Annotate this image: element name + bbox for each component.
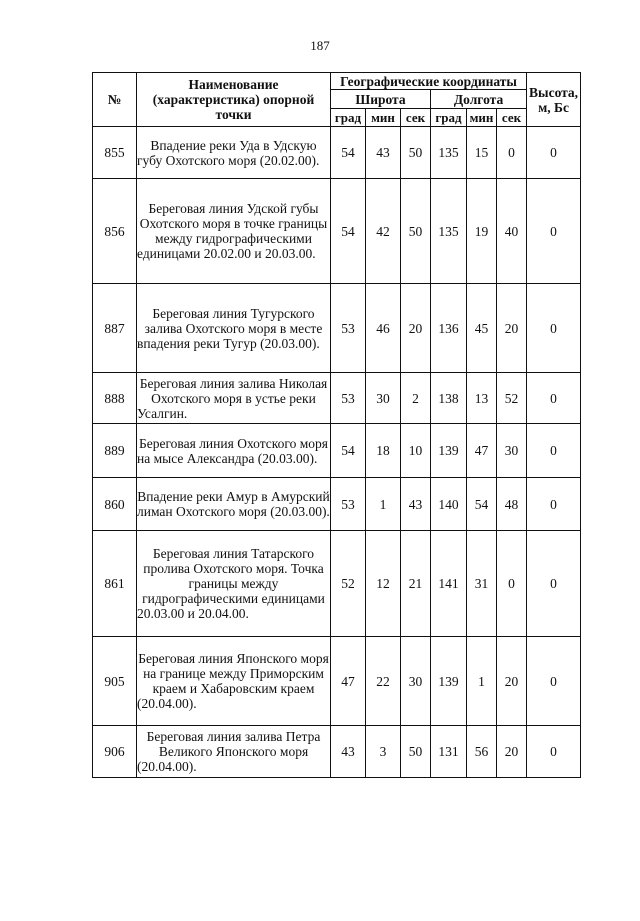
lat-min: 22 [366, 637, 401, 726]
header-lon-min: мин [467, 109, 497, 127]
header-geo-coordinates: Географические координаты [331, 73, 527, 90]
lon-min: 45 [467, 284, 497, 373]
height-value: 0 [527, 424, 581, 478]
lon-min: 19 [467, 179, 497, 284]
lon-min: 13 [467, 373, 497, 424]
height-value: 0 [527, 726, 581, 778]
lon-deg: 139 [431, 637, 467, 726]
lon-min: 47 [467, 424, 497, 478]
lat-min: 42 [366, 179, 401, 284]
table-row [93, 179, 581, 284]
lat-min: 1 [366, 478, 401, 531]
lat-deg: 54 [331, 127, 366, 179]
point-description: Впадение реки Амур в Амурский лиман Охотского моря (20.03.00). [137, 478, 331, 531]
lat-sec: 10 [401, 424, 431, 478]
lat-deg: 53 [331, 373, 366, 424]
lon-sec: 20 [497, 637, 527, 726]
lat-deg: 54 [331, 424, 366, 478]
page-number: 187 [310, 38, 330, 53]
coordinates-table [92, 72, 581, 778]
lat-deg: 53 [331, 284, 366, 373]
height-value: 0 [527, 127, 581, 179]
lon-deg: 138 [431, 373, 467, 424]
lon-min: 31 [467, 531, 497, 637]
point-number: 860 [93, 478, 137, 531]
header-number: № [93, 73, 137, 127]
lat-sec: 50 [401, 726, 431, 778]
table-row [93, 373, 581, 424]
point-description: Береговая линия Удской губы Охотского моря в точке границы между гидрографическими единицами 20.02.00 и 20.03.00. [137, 179, 331, 284]
lat-sec: 2 [401, 373, 431, 424]
point-description: Береговая линия залива Николая Охотского моря в устье реки Усалгин. [137, 373, 331, 424]
lat-deg: 43 [331, 726, 366, 778]
lat-deg: 52 [331, 531, 366, 637]
lat-min: 18 [366, 424, 401, 478]
point-number: 889 [93, 424, 137, 478]
lat-sec: 50 [401, 179, 431, 284]
lat-min: 30 [366, 373, 401, 424]
table-row [93, 284, 581, 373]
lon-deg: 139 [431, 424, 467, 478]
lon-sec: 0 [497, 531, 527, 637]
lat-deg: 54 [331, 179, 366, 284]
header-height: Высота, м, Бс [527, 73, 581, 127]
point-description: Береговая линия Татарского пролива Охотского моря. Точка границы между гидрографическими единицами 20.03.00 и 20.04.00. [137, 531, 331, 637]
table-row [93, 478, 581, 531]
table-row [93, 127, 581, 179]
lat-sec: 20 [401, 284, 431, 373]
table-row [93, 531, 581, 637]
point-description: Береговая линия залива Петра Великого Японского моря (20.04.00). [137, 726, 331, 778]
lat-sec: 30 [401, 637, 431, 726]
point-number: 906 [93, 726, 137, 778]
lon-sec: 30 [497, 424, 527, 478]
lat-sec: 21 [401, 531, 431, 637]
lon-deg: 141 [431, 531, 467, 637]
header-longitude: Долгота [431, 90, 527, 109]
header-lat-deg: град [331, 109, 366, 127]
lon-sec: 48 [497, 478, 527, 531]
lon-sec: 20 [497, 726, 527, 778]
lat-sec: 43 [401, 478, 431, 531]
lon-min: 15 [467, 127, 497, 179]
lon-deg: 136 [431, 284, 467, 373]
header-lon-deg: град [431, 109, 467, 127]
point-description: Береговая линия Японского моря на границе между Приморским краем и Хабаровским краем (20.04.00). [137, 637, 331, 726]
point-number: 856 [93, 179, 137, 284]
lat-min: 12 [366, 531, 401, 637]
lat-min: 43 [366, 127, 401, 179]
lon-min: 1 [467, 637, 497, 726]
lat-deg: 53 [331, 478, 366, 531]
lon-sec: 20 [497, 284, 527, 373]
table-row [93, 424, 581, 478]
table-row [93, 637, 581, 726]
lon-deg: 135 [431, 127, 467, 179]
header-lat-sec: сек [401, 109, 431, 127]
height-value: 0 [527, 284, 581, 373]
height-value: 0 [527, 637, 581, 726]
height-value: 0 [527, 478, 581, 531]
header-lon-sec: сек [497, 109, 527, 127]
header-lat-min: мин [366, 109, 401, 127]
lon-min: 54 [467, 478, 497, 531]
lat-min: 3 [366, 726, 401, 778]
point-number: 855 [93, 127, 137, 179]
lat-sec: 50 [401, 127, 431, 179]
point-number: 861 [93, 531, 137, 637]
table-row [93, 726, 581, 778]
point-description: Береговая линия Охотского моря на мысе Александра (20.03.00). [137, 424, 331, 478]
header-name: Наименование (характеристика) опорной точки [137, 73, 331, 127]
lon-sec: 40 [497, 179, 527, 284]
lon-sec: 0 [497, 127, 527, 179]
header-latitude: Широта [331, 90, 431, 109]
height-value: 0 [527, 179, 581, 284]
height-value: 0 [527, 373, 581, 424]
lon-min: 56 [467, 726, 497, 778]
height-value: 0 [527, 531, 581, 637]
point-number: 887 [93, 284, 137, 373]
point-number: 905 [93, 637, 137, 726]
lon-deg: 131 [431, 726, 467, 778]
lon-deg: 135 [431, 179, 467, 284]
point-number: 888 [93, 373, 137, 424]
point-description: Береговая линия Тугурского залива Охотского моря в месте впадения реки Тугур (20.03.00). [137, 284, 331, 373]
lat-min: 46 [366, 284, 401, 373]
lon-sec: 52 [497, 373, 527, 424]
point-description: Впадение реки Уда в Удскую губу Охотского моря (20.02.00). [137, 127, 331, 179]
lon-deg: 140 [431, 478, 467, 531]
lat-deg: 47 [331, 637, 366, 726]
